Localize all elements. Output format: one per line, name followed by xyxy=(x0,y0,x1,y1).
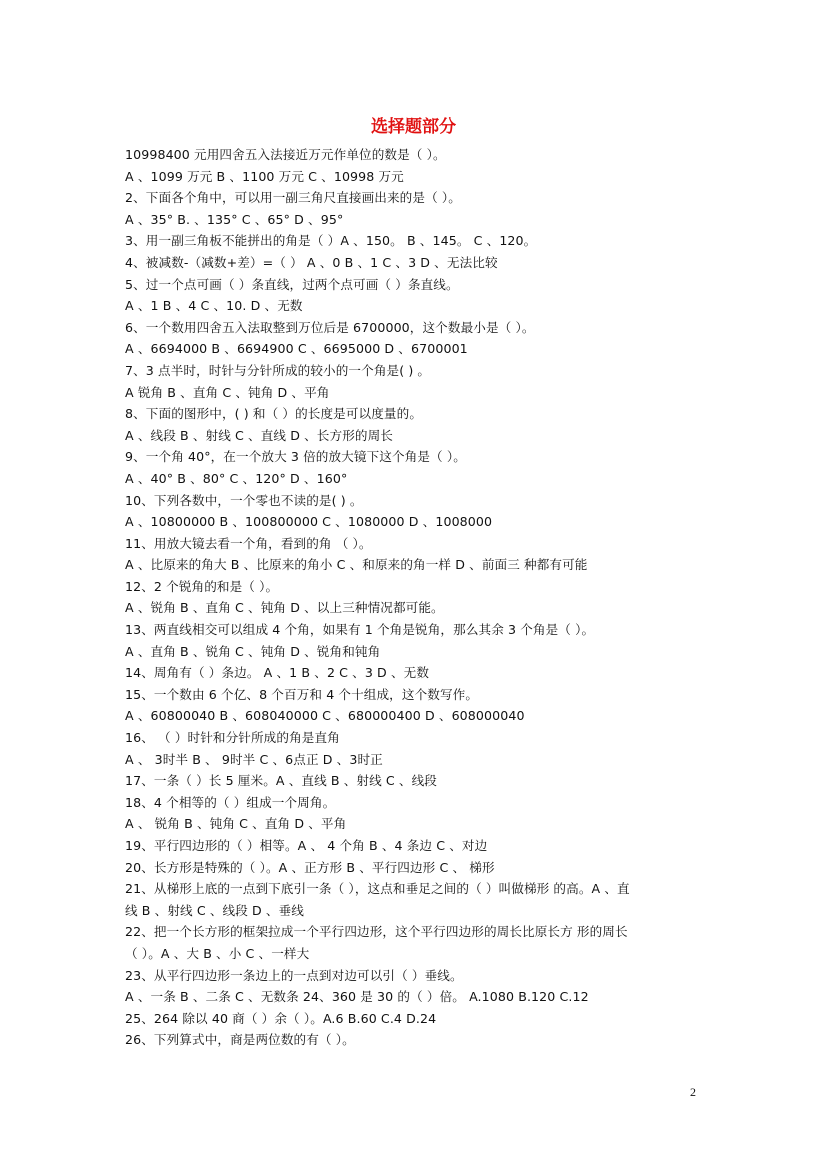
text-line: 17、一条（ ）长 5 厘米。A 、直线 B 、射线 C 、线段 xyxy=(125,773,437,789)
text-line: A 、比原来的角大 B 、比原来的角小 C 、和原来的角一样 D 、前面三 种都有可能 xyxy=(125,557,588,573)
text-line: A 、锐角 B 、直角 C 、钝角 D 、以上三种情况都可能。 xyxy=(125,600,444,616)
text-line: 12、2 个锐角的和是（ ）。 xyxy=(125,578,279,594)
text-line: 10、下列各数中，一个零也不读的是( ) 。 xyxy=(125,492,363,508)
section-title: 选择题部分 xyxy=(371,117,456,137)
text-line: 26、下列算式中，商是两位数的有（ ）。 xyxy=(125,1032,355,1048)
text-line: A 、 3时半 B 、 9时半 C 、6点正 D 、3时正 xyxy=(125,751,383,767)
question-list xyxy=(125,144,705,1051)
text-line: 2、下面各个角中，可以用一副三角尺直接画出来的是（ ）。 xyxy=(125,190,461,206)
text-line: 14、周角有（ ）条边。 A 、1 B 、2 C 、3 D 、无数 xyxy=(125,665,430,681)
text-line: A 、 锐角 B 、钝角 C 、直角 D 、平角 xyxy=(125,816,347,832)
text-line: A 、线段 B 、射线 C 、直线 D 、长方形的周长 xyxy=(125,427,393,443)
text-line: A 、60800040 B 、608040000 C 、680000400 D 、608000040 xyxy=(125,708,525,724)
text-line: A 、直角 B 、锐角 C 、钝角 D 、锐角和钝角 xyxy=(125,643,381,659)
text-line: 13、两直线相交可以组成 4 个角，如果有 1 个角是锐角，那么其余 3 个角是（ ）。 xyxy=(125,622,595,638)
text-line: A 锐角 B 、直角 C 、钝角 D 、平角 xyxy=(125,384,330,400)
text-line: 16、 （ ）时针和分针所成的角是直角 xyxy=(125,730,340,746)
text-line: A 、10800000 B 、100800000 C 、1080000 D 、1008000 xyxy=(125,514,493,530)
text-line: A 、40° B 、80° C 、120° D 、160° xyxy=(125,470,348,486)
text-line: 23、从平行四边形一条边上的一点到对边可以引（ ）垂线。 xyxy=(125,967,463,983)
text-line: 线 B 、射线 C 、线段 D 、垂线 xyxy=(125,902,304,918)
text-line: 18、4 个相等的（ ）组成一个周角。 xyxy=(125,794,336,810)
text-line: 21、从梯形上底的一点到下底引一条（ ），这点和垂足之间的（ ）叫做梯形 的高。A 、直 xyxy=(125,881,630,897)
text-line: A 、1099 万元 B 、1100 万元 C 、10998 万元 xyxy=(125,168,404,184)
text-line: 9、一个角 40°，在一个放大 3 倍的放大镜下这个角是（ ）。 xyxy=(125,449,466,465)
text-line: 15、一个数由 6 个亿、8 个百万和 4 个十组成，这个数写作。 xyxy=(125,686,479,702)
page-number: 2 xyxy=(690,1085,696,1099)
text-line: 10998400 元用四舍五入法接近万元作单位的数是（ ）。 xyxy=(125,147,446,162)
text-line: 11、用放大镜去看一个角，看到的角 （ ）。 xyxy=(125,535,372,551)
text-line: 5、过一个点可画（ ）条直线，过两个点可画（ ）条直线。 xyxy=(125,276,459,292)
text-line: A 、6694000 B 、6694900 C 、6695000 D 、6700001 xyxy=(125,341,468,357)
text-line: 6、一个数用四舍五入法取整到万位后是 6700000，这个数最小是（ ）。 xyxy=(125,319,535,335)
text-line: 4、被减数-（减数+差）=（ ） A 、0 B 、1 C 、3 D 、无法比较 xyxy=(125,254,498,270)
text-line: 7、3 点半时，时针与分针所成的较小的一个角是( ) 。 xyxy=(125,362,431,378)
text-line: 19、平行四边形的（ ）相等。A 、 4 个角 B 、4 条边 C 、对边 xyxy=(125,838,488,853)
text-line: 3、用一副三角板不能拼出的角是（ ）A 、150。 B 、145。 C 、120。 xyxy=(125,233,537,249)
text-line: 25、264 除以 40 商（ ）余（ ）。A.6 B.60 C.4 D.24 xyxy=(125,1010,437,1026)
text-line: A 、35° B. 、135° C 、65° D 、95° xyxy=(125,211,344,227)
text-line: 8、下面的图形中，( ) 和（ ）的长度是可以度量的。 xyxy=(125,406,423,422)
text-line: A 、一条 B 、二条 C 、无数条 24、360 是 30 的（ ）倍。 A.1080 B.120 C.12 xyxy=(125,989,589,1005)
text-line: 20、长方形是特殊的（ ）。A 、正方形 B 、平行四边形 C 、 梯形 xyxy=(125,859,495,875)
text-line: 22、把一个长方形的框架拉成一个平行四边形，这个平行四边形的周长比原长方 形的周长 xyxy=(125,924,628,940)
text-line: A 、1 B 、4 C 、10. D 、无数 xyxy=(125,298,303,314)
text-line: （ ）。A 、大 B 、小 C 、一样大 xyxy=(125,945,310,961)
